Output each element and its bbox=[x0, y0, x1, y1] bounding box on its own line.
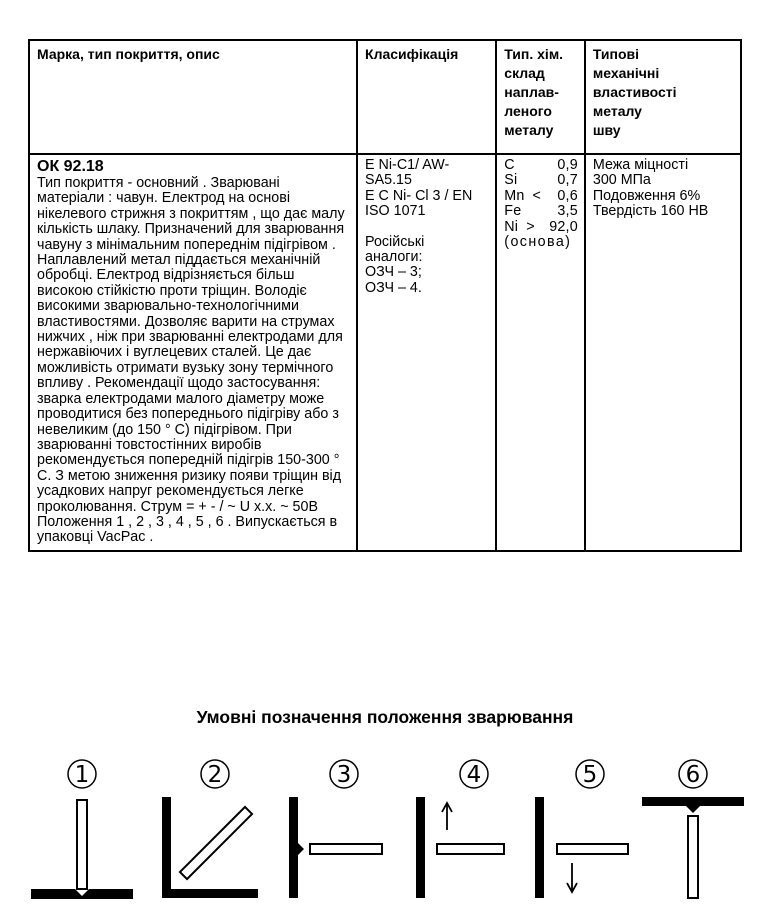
header-mech-line: металу bbox=[592, 103, 642, 119]
header-mechanical-props bbox=[585, 40, 741, 154]
welding-positions-title: Умовні позначення положення зварювання bbox=[196, 707, 574, 727]
classification-line: SA5.15 bbox=[365, 172, 412, 189]
element-value: 92,0 bbox=[549, 218, 578, 235]
header-mech-line: шву bbox=[592, 122, 621, 138]
analog-line: ОЗЧ – 4. bbox=[365, 279, 422, 296]
position-6-icon bbox=[642, 760, 744, 898]
analog-line: аналоги: bbox=[365, 249, 423, 266]
element-symbol: Ni bbox=[504, 218, 519, 235]
welding-positions-diagram bbox=[0, 755, 770, 917]
comparison-operator: < bbox=[532, 187, 542, 204]
cell-mechanical bbox=[585, 154, 741, 551]
cell-composition bbox=[496, 154, 585, 551]
position-number: 1 bbox=[74, 762, 90, 788]
classification-line: E C Ni- Cl 3 / EN bbox=[365, 187, 473, 204]
header-mech-line: механічні bbox=[592, 65, 660, 81]
composition-row bbox=[504, 220, 578, 235]
composition-row bbox=[504, 173, 578, 188]
position-3-icon bbox=[289, 760, 382, 898]
product-description: Тип покриття - основний . Зварювані матеріали : чавун. Електрод на основі нікелевого стрижня з покриттям , що дає малу кількість шлаку. Призначений для зварювання чавуну з мінімальним попереднім підігрівом . Наплавлений метал піддається механічній обробці. Електрод відрізняється більш високою стійкістю проти тріщин. Володіє високими зварювально-технологічними властивостями. Дозволяє варити на струмах нижчих , ніж при зварюванні електродами для нержавіючих і вуглецевих сталей. Це дає можливість отримати вузьку зону термічного впливу . Рекомендації щодо застосування: зварка електродами малого діаметру може проводитися без попереднього підігріву або з невеликим (до 150 ° С) підігрівом. При зварюванні товстостінних виробів рекомендується попередній підігрів 150-300 ° С. З метою зниження ризику появи тріщин від усадкових напруг рекомендується легке проколювання. Струм = + - / ~ U х.х. ~ 50В Положення 1 , 2 , 3 , 4 , 5 , 6 . Випускається в упаковці VacPac . bbox=[37, 175, 345, 546]
header-chem-line: металу bbox=[504, 122, 554, 138]
element-symbol: Mn bbox=[504, 187, 525, 204]
element-value: 0,9 bbox=[557, 157, 578, 173]
header-classification: Класифікація bbox=[357, 40, 496, 154]
vertical-plate bbox=[416, 797, 425, 898]
position-number: 3 bbox=[336, 762, 352, 788]
header-chem-line: наплав- bbox=[504, 84, 559, 100]
position-number: 6 bbox=[685, 762, 701, 788]
header-chem-composition bbox=[496, 40, 585, 154]
classification-line: E Ni-C1/ AW- bbox=[365, 157, 450, 173]
mechanical-line: Твердість 160 НВ bbox=[592, 203, 709, 220]
position-5-icon bbox=[535, 760, 628, 898]
cell-classification bbox=[357, 154, 496, 551]
composition-row bbox=[504, 158, 578, 173]
table-header-row bbox=[29, 40, 741, 154]
electrode-shape bbox=[688, 816, 698, 898]
position-number: 4 bbox=[466, 762, 482, 788]
position-4-icon bbox=[416, 760, 504, 898]
analog-line: Російські bbox=[365, 233, 425, 250]
classification-line: ISO 1071 bbox=[365, 203, 426, 220]
table-row bbox=[29, 154, 741, 551]
element-value: 0,7 bbox=[557, 172, 578, 189]
header-brand-coating: Марка, тип покриття, опис bbox=[29, 40, 357, 154]
electrode-shape bbox=[180, 807, 252, 879]
header-chem-line: склад bbox=[504, 65, 545, 81]
comparison-operator: > bbox=[526, 218, 535, 235]
header-mech-line: властивості bbox=[592, 84, 677, 100]
electrode-shape bbox=[437, 844, 504, 854]
base-plate bbox=[31, 889, 133, 899]
vertical-plate bbox=[289, 797, 304, 898]
position-1-icon bbox=[31, 760, 133, 899]
header-chem-line: леного bbox=[504, 103, 552, 119]
analog-line: ОЗЧ – 3; bbox=[365, 264, 422, 281]
product-name: ОК 92.18 bbox=[37, 158, 104, 175]
cell-description bbox=[29, 154, 357, 551]
electrode-shape bbox=[77, 800, 87, 889]
welding-positions-legend bbox=[0, 755, 770, 917]
element-value: 3,5 bbox=[557, 203, 578, 220]
element-symbol: C bbox=[504, 157, 515, 173]
mechanical-line: Подовження 6% bbox=[592, 187, 701, 204]
position-number: 5 bbox=[582, 762, 598, 788]
vertical-plate bbox=[535, 797, 544, 898]
composition-row bbox=[504, 189, 578, 204]
header-chem-line: Тип. хім. bbox=[504, 46, 564, 62]
element-symbol: Si bbox=[504, 172, 518, 189]
composition-row bbox=[504, 204, 578, 219]
mechanical-line: 300 МПа bbox=[592, 172, 651, 189]
electrode-spec-table bbox=[28, 39, 742, 552]
header-mech-line: Типові bbox=[592, 46, 640, 62]
overhead-plate bbox=[642, 797, 744, 813]
element-value: 0,6 bbox=[557, 187, 578, 204]
spacer bbox=[365, 220, 489, 235]
position-2-icon bbox=[162, 760, 258, 898]
composition-note: (основа) bbox=[504, 234, 572, 251]
electrode-shape bbox=[310, 844, 382, 854]
position-number: 2 bbox=[207, 762, 223, 788]
element-symbol: Fe bbox=[504, 203, 522, 220]
electrode-shape bbox=[557, 844, 628, 854]
mechanical-line: Межа міцності bbox=[592, 157, 689, 173]
